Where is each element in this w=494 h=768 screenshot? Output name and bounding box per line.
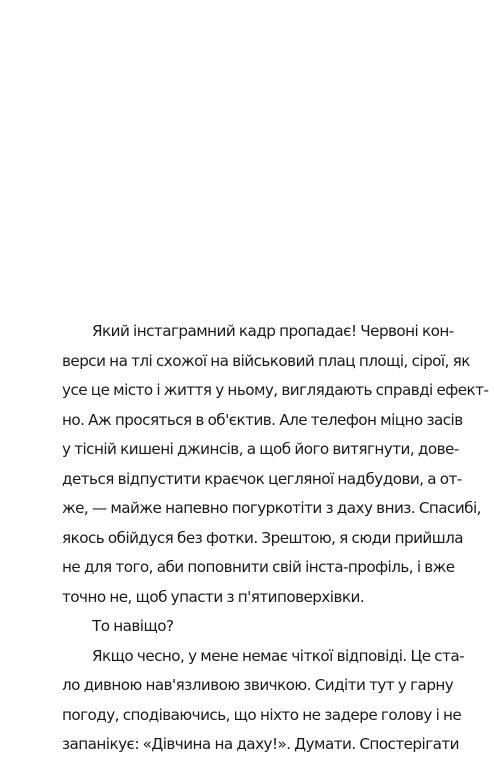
body-text — [62, 317, 489, 760]
text-line: Який інстаграмний кадр пропадає! Червоні кон- — [92, 322, 454, 340]
text-line: То навіщо? — [92, 617, 174, 635]
text-line: у тісній кишені джинсів, а щоб його витягнути, дове- — [62, 440, 459, 458]
text-line: ло дивною нав'язливою звичкою. Сидіти тут у гарну — [62, 676, 454, 694]
text-line: но. Аж просяться в об'єктив. Але телефон міцно засів — [62, 410, 463, 429]
text-line: же, — майже напевно погуркотіти з даху вниз. Спасибі, — [62, 499, 481, 517]
text-line: не для того, аби поповнити свій інста-профіль, і вже — [62, 558, 455, 576]
text-line: деться відпустити краєчок цегляної надбудови, а от- — [62, 469, 462, 488]
text-line: якось обійдуся без фотки. Зрештою, я сюди прийшла — [62, 528, 463, 547]
text-line: точно не, щоб упасти з п'ятиповерхівки. — [62, 587, 365, 606]
text-line: Якщо чесно, у мене немає чіткої відповіді. Це ста- — [92, 646, 465, 665]
text-line: усе це місто і життя у ньому, виглядають справді ефект- — [62, 381, 489, 399]
text-line: верси на тлі схожої на військовий плац площі, сірої, як — [62, 351, 470, 370]
text-line: запанікує: «Дівчина на даху!». Думати. Спостерігати — [62, 735, 459, 753]
text-line: погоду, сподіваючись, що ніхто не задере голову і не — [62, 705, 462, 724]
